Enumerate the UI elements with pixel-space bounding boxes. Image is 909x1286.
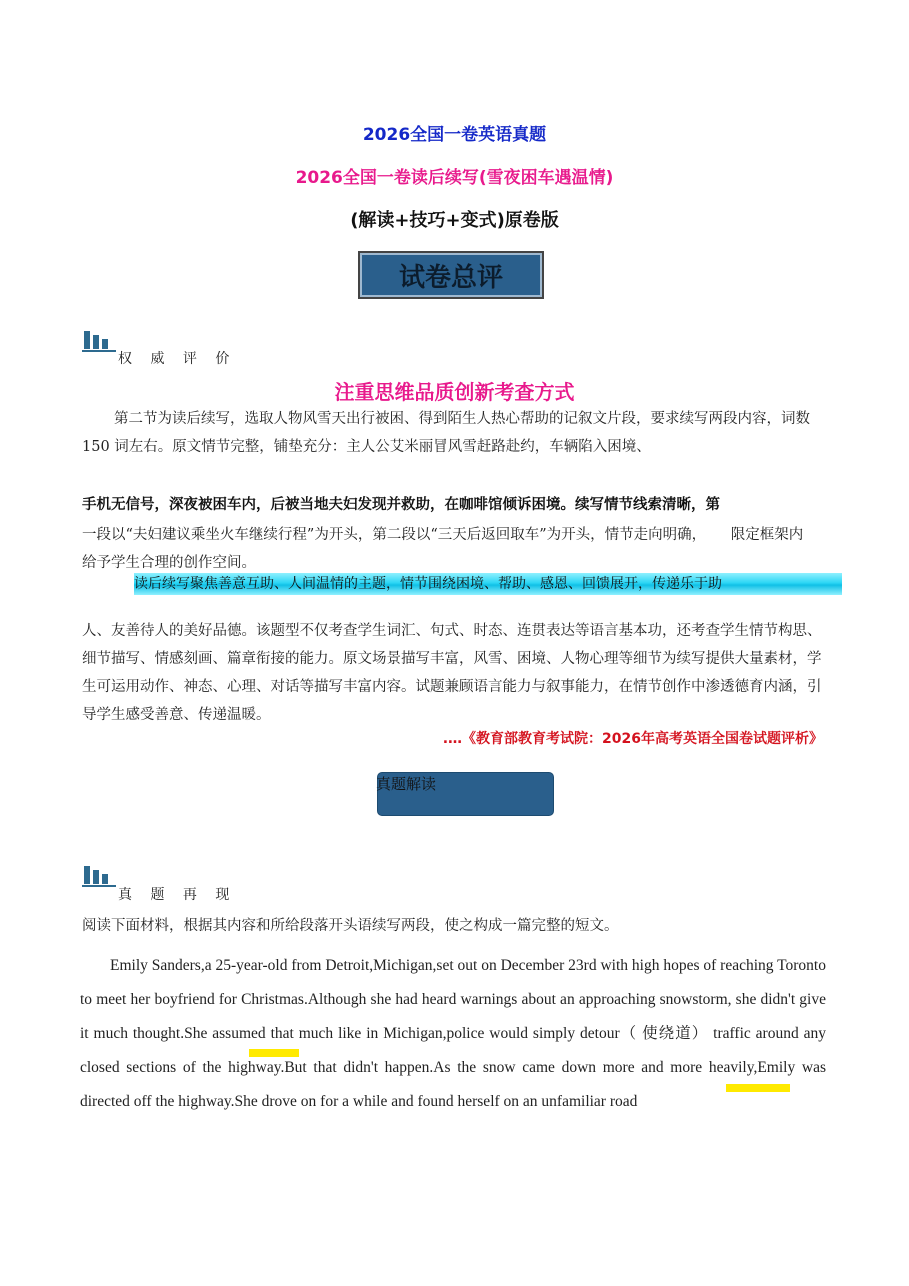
review-paragraph-2 [82, 521, 812, 577]
interpretation-button[interactable] [377, 772, 554, 816]
review-paragraph-2-text: 一段以“夫妇建议乘坐火车继续行程”为开头，第二段以“三天后返回取车”为开头，情节走向明确， [82, 527, 707, 543]
section-label-reproduce: 真 题 再 现 [118, 887, 237, 903]
doc-title: 2026全国一卷英语真题 [362, 125, 547, 145]
source-citation: .…《教育部教育考试院：2026年高考英语全国卷试题评析》 [442, 731, 823, 747]
review-paragraph-1: 第二节为读后续写，选取人物风雪天出行被困、得到陌生人热心帮助的记叙文片段，要求续写两段内容，词数 150 词左右。原文情节完整，铺垫充分：主人公艾米丽冒风雪赶路赴约，车辆陷入困境、 [82, 411, 810, 455]
review-headline: 注重思维品质创新考查方式 [334, 380, 575, 404]
review-paragraph-2-tail: 限定框架内给予学生合理的创作空间。 [82, 527, 804, 571]
review-paragraph-bold: 手机无信号，深夜被困车内，后被当地夫妇发现并救助，在咖啡馆倾诉困境。续写情节线索清晰，第 [82, 496, 720, 513]
highlighted-sentence: 读后续写聚焦善意互助、人间温情的主题，情节围绕困境、帮助、感恩、回馈展开，传递乐于助 [134, 573, 842, 595]
review-paragraph-3: 人、友善待人的美好品德。该题型不仅考查学生词汇、句式、时态、连贯表达等语言基本功，还考查学生情节构思、细节描写、情感刻画、篇章衔接的能力。原文场景描写丰富，风雪、困境、人物心理等细节为续写提供大量素材，学生可运用动作、神态、心理、对话等描写丰富内容。试题兼顾语言能力与叙事能力，在情节创作中渗透德育内涵，引导学生感受善意、传递温暖。 [82, 623, 822, 723]
section-label-authority: 权 威 评 价 [118, 351, 237, 367]
reading-passage: Emily Sanders,a 25-year-old from Detroit,Michigan,set out on December 23rd with high hopes of reaching Toronto to meet her boyfriend for Christmas.Although she had heard warnings about an approaching snowstorm, she didn't give it much thought.She assumed that much like in Michigan,police would simply detour（ 使绕道） traffic around any closed sections of the highway.But that didn't happen.As the snow came down more and more heavily,Emily was directed off the highway.She drove on for a while and found herself on an unfamiliar road [80, 957, 826, 1110]
overview-button[interactable]: 试卷总评 [358, 251, 544, 299]
task-instruction: 阅读下面材料，根据其内容和所给段落开头语续写两段，使之构成一篇完整的短文。 [82, 918, 619, 934]
doc-edition: (解读+技巧+变式)原卷版 [350, 210, 559, 231]
bar-chart-logo-icon [82, 327, 116, 353]
interpretation-button-label: 真题解读 [376, 775, 437, 793]
bar-chart-logo-icon [82, 862, 116, 888]
doc-subtitle: 2026全国一卷读后续写(雪夜困车遇温情) [295, 168, 614, 188]
